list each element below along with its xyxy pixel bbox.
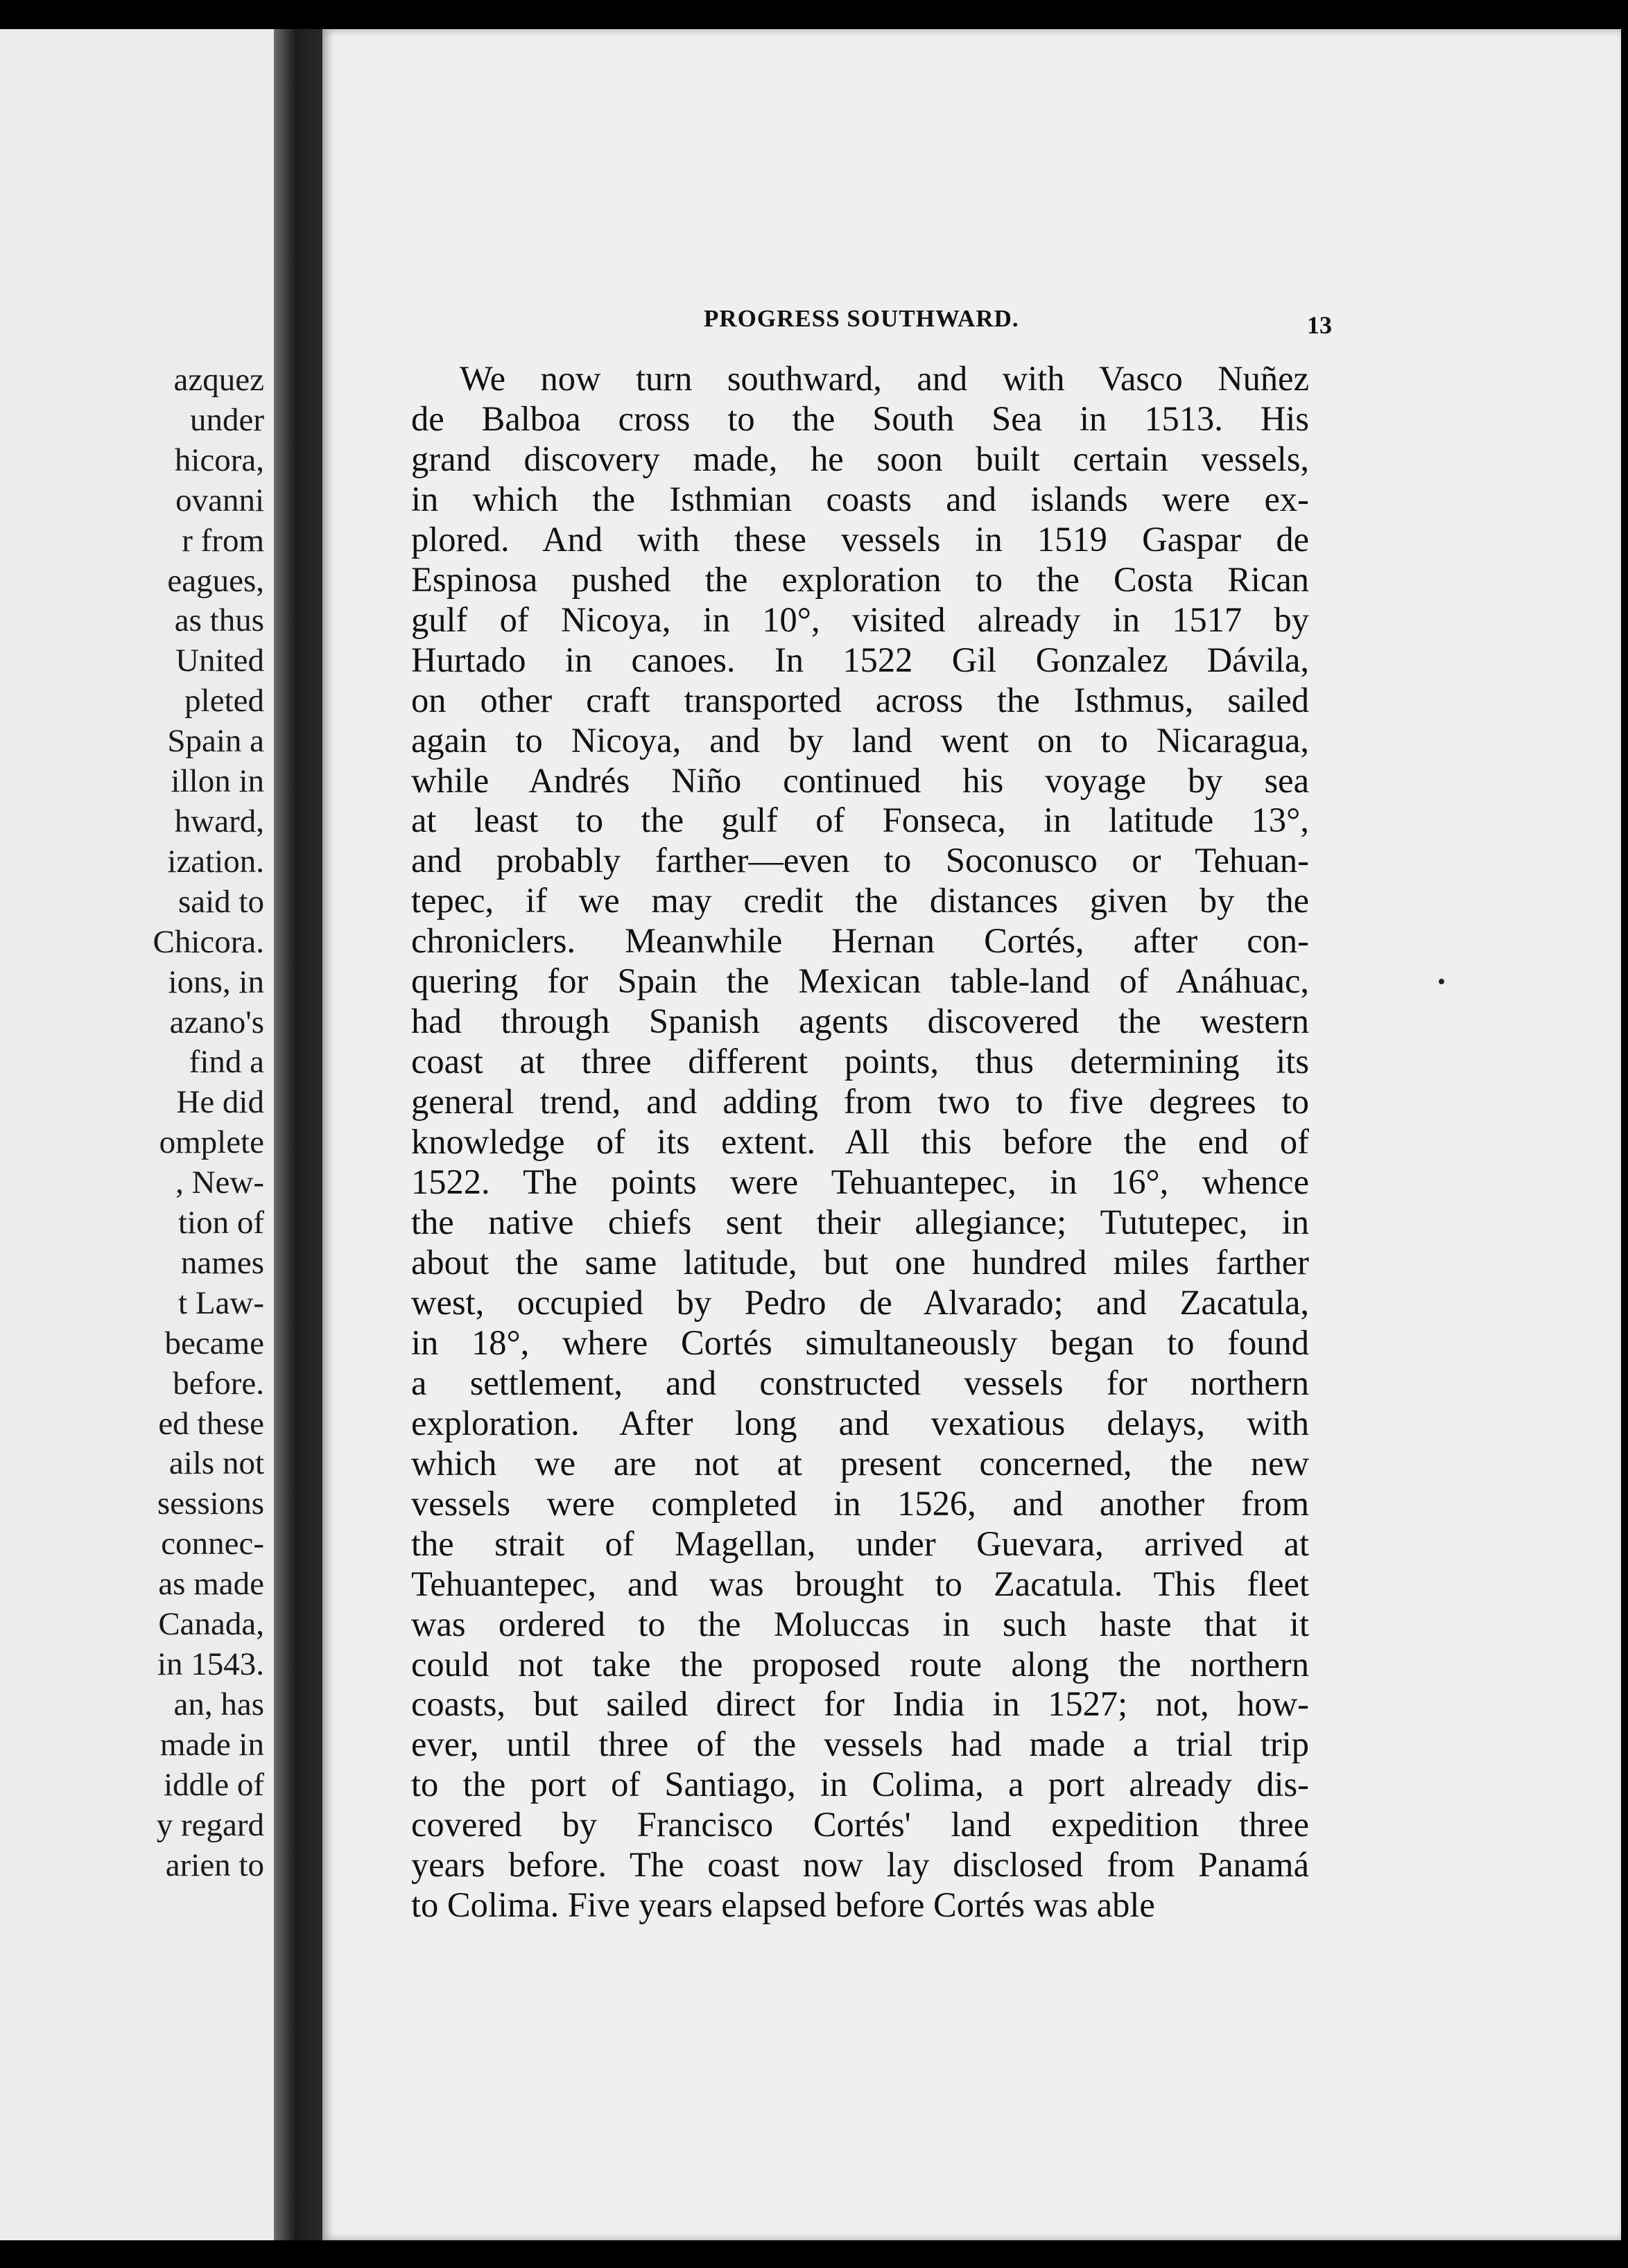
left-page-text — [153, 360, 264, 1885]
left-line: as thus — [174, 602, 264, 639]
left-page — [0, 29, 274, 2240]
left-line: ization. — [167, 843, 264, 880]
book-gutter — [274, 29, 322, 2240]
left-line: ails not — [168, 1445, 264, 1482]
text-line: while Andrés Niño continued his voyage by sea — [411, 760, 1309, 800]
text-line: Tehuantepec, and was brought to Zacatula. This fleet — [411, 1564, 1309, 1603]
left-line: azquez — [173, 362, 264, 398]
left-line: arien to — [165, 1847, 264, 1883]
left-line: hicora, — [174, 442, 264, 478]
text-line: about the same latitude, but one hundred miles farther — [411, 1242, 1309, 1282]
text-line: vessels were completed in 1526, and another from — [411, 1483, 1309, 1523]
left-line: eagues, — [167, 562, 264, 599]
left-line: names — [180, 1244, 264, 1281]
text-line: had through Spanish agents discovered the western — [411, 1002, 1309, 1041]
left-line: y regard — [156, 1806, 264, 1843]
right-page — [322, 29, 1621, 2240]
ink-speck — [1439, 979, 1444, 984]
text-line: We now turn southward, and with Vasco Nuñez — [460, 359, 1309, 398]
left-line: ions, in — [168, 963, 264, 1000]
page-number: 13 — [1307, 311, 1332, 339]
text-line: coasts, but sailed direct for India in 1527; not, how- — [411, 1684, 1309, 1724]
left-line: ovanni — [175, 482, 264, 518]
page-header — [322, 305, 1621, 347]
left-line: tion of — [177, 1205, 264, 1241]
left-line: find a — [189, 1044, 264, 1081]
text-line: years before. The coast now lay disclosed from Panamá — [411, 1845, 1309, 1885]
text-line: plored. And with these vessels in 1519 Gaspar de — [411, 519, 1309, 559]
left-line: illon in — [171, 763, 264, 800]
text-line: the strait of Magellan, under Guevara, arrived at — [411, 1524, 1309, 1563]
left-line: an, has — [173, 1686, 264, 1722]
text-line: coast at three different points, thus determining its — [411, 1042, 1309, 1081]
text-line: and probably farther—even to Soconusco or Tehuan- — [411, 841, 1309, 880]
left-line: sessions — [157, 1485, 264, 1522]
running-head: PROGRESS SOUTHWARD. — [704, 305, 1019, 332]
left-line: ed these — [158, 1405, 264, 1442]
text-line: to the port of Santiago, in Colima, a port already dis- — [411, 1765, 1309, 1804]
text-line: de Balboa cross to the South Sea in 1513. His — [411, 399, 1309, 438]
left-line: became — [164, 1325, 264, 1361]
text-line: at least to the gulf of Fonseca, in latitude 13°, — [411, 801, 1309, 840]
left-line: azano's — [169, 1004, 264, 1040]
text-line: on other craft transported across the Isthmus, sailed — [411, 680, 1309, 719]
left-line: Canada, — [158, 1606, 264, 1643]
left-line: before. — [173, 1365, 264, 1402]
left-line: Chicora. — [153, 923, 264, 960]
text-line: knowledge of its extent. All this before the end of — [411, 1122, 1309, 1162]
left-line: r from — [182, 522, 264, 559]
left-line: under — [189, 401, 264, 438]
left-line: in 1543. — [157, 1646, 264, 1682]
text-line: chroniclers. Meanwhile Hernan Cortés, after con- — [411, 921, 1309, 961]
text-line: could not take the proposed route along the northern — [411, 1644, 1309, 1684]
text-line: in 18°, where Cortés simultaneously began to found — [411, 1323, 1309, 1362]
left-line: , New- — [175, 1164, 264, 1201]
text-line: Espinosa pushed the exploration to the Costa Rican — [411, 559, 1309, 599]
left-line: connec- — [161, 1526, 264, 1562]
left-line: as made — [158, 1566, 264, 1603]
text-line: general trend, and adding from two to five degrees to — [411, 1082, 1309, 1122]
text-line: ever, until three of the vessels had made a trial trip — [411, 1725, 1309, 1764]
text-line: grand discovery made, he soon built certain vessels, — [411, 439, 1309, 478]
left-line: Spain a — [167, 723, 264, 760]
text-line: exploration. After long and vexatious delays, with — [411, 1403, 1309, 1442]
text-line: Hurtado in canoes. In 1522 Gil Gonzalez Dávila, — [411, 640, 1309, 679]
left-line: t Law- — [178, 1284, 264, 1321]
left-line: iddle of — [164, 1766, 264, 1803]
left-line: omplete — [159, 1124, 264, 1161]
left-line: hward, — [174, 803, 264, 839]
body-text — [411, 359, 1309, 1926]
left-line: He did — [176, 1084, 264, 1121]
text-line: west, occupied by Pedro de Alvarado; and Zacatula, — [411, 1282, 1309, 1322]
text-line: which we are not at present concerned, the new — [411, 1443, 1309, 1483]
text-line: quering for Spain the Mexican table-land of Anáhuac, — [411, 961, 1309, 1001]
text-line: 1522. The points were Tehuantepec, in 16°, whence — [411, 1162, 1309, 1202]
text-line: gulf of Nicoya, in 10°, visited already in 1517 by — [411, 600, 1309, 639]
text-line: a settlement, and constructed vessels for northern — [411, 1363, 1309, 1402]
text-line: again to Nicoya, and by land went on to Nicaragua, — [411, 720, 1309, 760]
text-line: covered by Francisco Cortés' land expedition three — [411, 1805, 1309, 1844]
text-line: was ordered to the Moluccas in such haste that it — [411, 1604, 1309, 1643]
text-line: the native chiefs sent their allegiance; Tututepec, in — [411, 1203, 1309, 1242]
left-line: United — [175, 643, 264, 679]
text-line: to Colima. Five years elapsed before Cortés was able — [411, 1885, 1155, 1925]
text-line: in which the Isthmian coasts and islands were ex- — [411, 479, 1309, 518]
left-line: made in — [159, 1726, 264, 1763]
text-line: tepec, if we may credit the distances given by the — [411, 881, 1309, 921]
left-line: pleted — [184, 683, 264, 719]
left-line: said to — [177, 883, 264, 920]
